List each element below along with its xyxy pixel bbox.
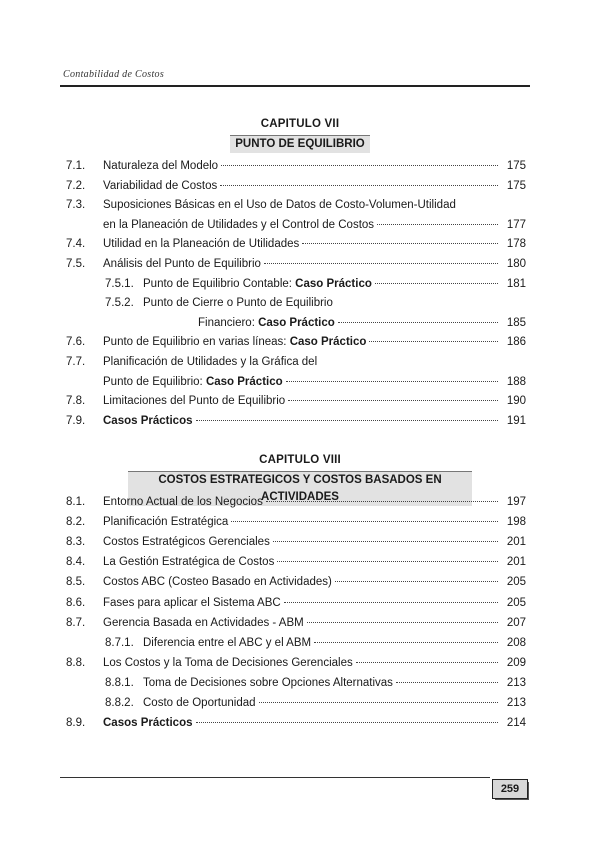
entry-number: 7.9.	[66, 414, 86, 427]
toc-entry	[66, 635, 526, 651]
dot-leader	[356, 662, 498, 663]
entry-page-number: 213	[506, 697, 526, 709]
entry-title: en la Planeación de Utilidades y el Control de Costos	[103, 218, 375, 231]
dot-leader	[196, 722, 499, 723]
entry-title: Punto de Cierre o Punto de Equilibrio	[143, 297, 333, 310]
dot-leader	[302, 243, 498, 244]
entry-page-number: 185	[506, 316, 526, 329]
entry-page-number: 214	[506, 717, 526, 730]
toc-entry	[66, 655, 526, 671]
toc-entry	[66, 315, 526, 331]
entry-bold-label: Casos Prácticos	[103, 717, 193, 730]
toc-entry	[66, 256, 526, 272]
entry-number: 8.5.	[66, 576, 86, 589]
entry-page-number: 180	[506, 258, 526, 270]
toc-entry	[66, 494, 526, 510]
toc-entry	[66, 554, 526, 570]
entry-page-number: 209	[506, 656, 526, 669]
page-number: 259	[492, 779, 528, 799]
dot-leader	[314, 642, 498, 643]
dot-leader	[220, 185, 498, 186]
entry-title: La Gestión Estratégica de Costos	[103, 556, 275, 569]
entry-page-number: 205	[506, 596, 526, 609]
dot-leader	[375, 283, 498, 284]
dot-leader	[277, 561, 498, 562]
dot-leader	[288, 400, 498, 401]
dot-leader	[335, 581, 498, 582]
entry-number: 8.8.1.	[105, 676, 134, 689]
entry-page-number: 186	[506, 336, 526, 349]
entry-title: Planificación de Utilidades y la Gráfica del	[103, 356, 318, 368]
dot-leader	[338, 322, 498, 323]
entry-page-number: 198	[506, 516, 526, 529]
entry-title: Los Costos y la Toma de Decisiones Gerenciales	[103, 656, 353, 669]
toc-entry	[66, 334, 526, 350]
toc-entry	[66, 534, 526, 550]
entry-title: Costos Estratégicos Gerenciales	[103, 536, 270, 549]
entry-title: Punto de Equilibrio Contable:	[143, 277, 292, 290]
toc-entry	[66, 295, 526, 311]
entry-page-number: 201	[506, 536, 526, 549]
entry-bold-label: Casos Prácticos	[103, 414, 193, 427]
entry-page-number: 197	[506, 496, 526, 508]
header-rule	[60, 85, 530, 87]
entry-bold-label: Caso Práctico	[258, 316, 335, 329]
toc-entry	[66, 675, 526, 691]
toc-entry	[66, 276, 526, 292]
entry-number: 7.5.	[66, 258, 86, 270]
running-header: Contabilidad de Costos	[63, 69, 165, 80]
toc-entry	[66, 158, 526, 174]
toc-entry	[66, 197, 526, 213]
entry-page-number: 208	[506, 636, 526, 649]
dot-leader	[266, 501, 498, 502]
entry-page-number: 188	[506, 375, 526, 388]
entry-number: 8.9.	[66, 717, 86, 730]
entry-number: 8.3.	[66, 536, 86, 549]
dot-leader	[286, 381, 498, 382]
dot-leader	[259, 702, 498, 703]
entry-bold-label: Caso Práctico	[205, 375, 283, 388]
entry-title: Suposiciones Básicas en el Uso de Datos de Costo-Volumen-Utilidad	[103, 199, 456, 212]
toc-entry	[66, 574, 526, 590]
entry-title: Utilidad en la Planeación de Utilidades	[103, 238, 300, 251]
entry-number: 7.1.	[66, 160, 86, 172]
toc-entry	[66, 354, 526, 370]
entry-number: 8.7.	[66, 616, 86, 629]
dot-leader	[196, 420, 499, 421]
entry-page-number: 178	[506, 238, 526, 251]
entry-number: 7.2.	[66, 179, 86, 192]
entry-number: 7.3.	[66, 199, 86, 212]
entry-number: 7.8.	[66, 395, 86, 408]
dot-leader	[284, 602, 498, 603]
toc-entry	[66, 393, 526, 409]
footer-rule	[60, 777, 490, 778]
entry-title: Punto de Equilibrio en varias líneas:	[103, 336, 287, 349]
entry-page-number: 177	[506, 218, 526, 231]
entry-number: 8.2.	[66, 516, 86, 529]
entry-number: 8.4.	[66, 556, 86, 569]
toc-entry	[66, 374, 526, 390]
toc-entry	[66, 595, 526, 611]
entry-page-number: 207	[506, 616, 526, 629]
entry-title: Costo de Oportunidad	[143, 697, 256, 709]
entry-title: Planificación Estratégica	[103, 516, 229, 529]
entry-number: 8.6.	[66, 596, 86, 609]
entry-page-number: 205	[506, 576, 526, 589]
entry-title: Análisis del Punto de Equilibrio	[103, 258, 261, 270]
entry-number: 8.8.2.	[105, 697, 134, 709]
entry-page-number: 181	[506, 277, 526, 290]
entry-title: Gerencia Basada en Actividades - ABM	[103, 616, 304, 629]
dot-leader	[396, 682, 498, 683]
entry-page-number: 201	[506, 556, 526, 569]
entry-number: 8.7.1.	[105, 636, 134, 649]
entry-number: 8.8.	[66, 656, 86, 669]
entry-title: Financiero:	[198, 316, 255, 329]
dot-leader	[231, 521, 498, 522]
toc-entry	[66, 236, 526, 252]
entry-title: Variabilidad de Costos	[103, 179, 218, 192]
entry-title: Punto de Equilibrio:	[103, 375, 203, 388]
entry-title: Costos ABC (Costeo Basado en Actividades)	[103, 576, 332, 589]
entry-title: Entorno Actual de los Negocios	[103, 496, 263, 508]
chapter-8-label: CAPITULO VIII	[259, 454, 341, 466]
toc-entry	[66, 615, 526, 631]
chapter-7-label: CAPITULO VII	[260, 118, 340, 130]
dot-leader	[221, 165, 498, 166]
entry-page-number: 191	[506, 414, 526, 427]
toc-entry	[66, 715, 526, 731]
chapter-8-title: COSTOS ESTRATEGICOS Y COSTOS BASADOS EN ACTIVIDADES	[128, 471, 472, 506]
dot-leader	[273, 541, 498, 542]
entry-number: 7.6.	[66, 336, 86, 349]
entry-bold-label: Caso Práctico	[289, 336, 367, 349]
toc-entry	[66, 178, 526, 194]
entry-number: 7.4.	[66, 238, 86, 251]
dot-leader	[307, 622, 498, 623]
toc-entry	[66, 413, 526, 429]
entry-number: 7.5.1.	[105, 277, 134, 290]
entry-title: Toma de Decisiones sobre Opciones Alternativas	[143, 676, 393, 689]
dot-leader	[369, 341, 498, 342]
entry-title: Naturaleza del Modelo	[103, 160, 219, 172]
dot-leader	[377, 224, 498, 225]
toc-entry	[66, 514, 526, 530]
entry-title: Fases para aplicar el Sistema ABC	[103, 596, 281, 609]
entry-page-number: 213	[506, 676, 526, 689]
entry-number: 7.7.	[66, 356, 86, 368]
entry-page-number: 190	[506, 395, 526, 408]
entry-title: Diferencia entre el ABC y el ABM	[143, 636, 312, 649]
entry-page-number: 175	[506, 160, 526, 172]
chapter-7-title: PUNTO DE EQUILIBRIO	[230, 135, 370, 153]
dot-leader	[264, 263, 498, 264]
toc-entry	[66, 217, 526, 233]
entry-title: Limitaciones del Punto de Equilibrio	[103, 395, 286, 408]
toc-entry	[66, 695, 526, 711]
entry-number: 7.5.2.	[105, 297, 134, 310]
entry-page-number: 175	[506, 179, 526, 192]
entry-number: 8.1.	[66, 496, 86, 508]
entry-bold-label: Caso Práctico	[295, 277, 372, 290]
